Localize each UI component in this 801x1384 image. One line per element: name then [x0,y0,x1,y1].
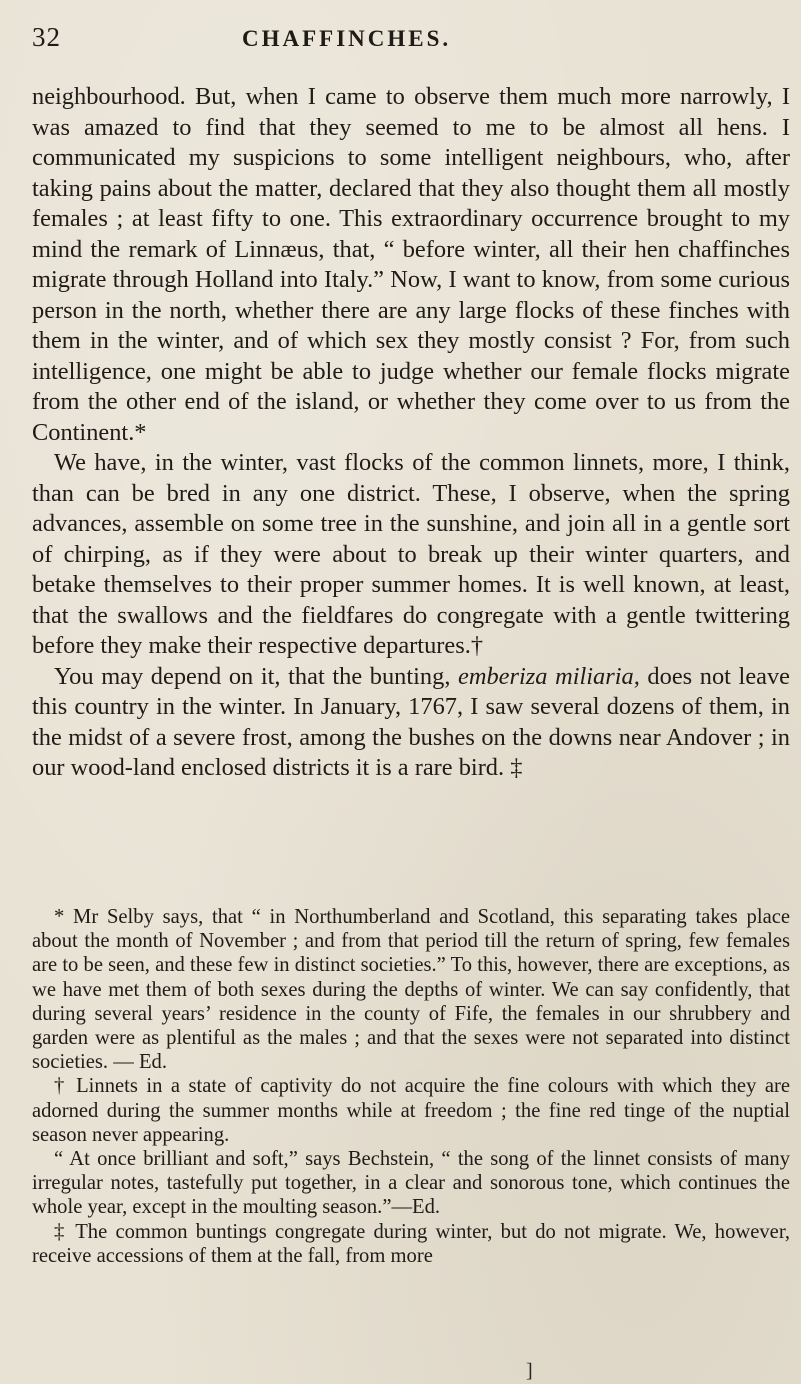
page-header [32,22,791,62]
paragraph-linnets: We have, in the winter, vast flocks of the common linnets, more, I think, than can be bred in any one district. These, I observe, when the spring advances, assemble on some tree in the sunshine, and join all in a gentle sort of chirping, as if they were about to break up their winter quarters, and betake themselves to their proper summer homes. It is well known, at least, that the swallows and the fieldfares do congregate with a gentle twittering before they make their respective departures.† [32,449,790,659]
footnote-bechstein: “ At once brilliant and soft,” says Bechstein, “ the song of the linnet consists of many irregular notes, tastefully put together, in a clear and sonorous tone, which continues the whole year, except in the moulting season.”—Ed. [32,1148,790,1219]
main-text [32,82,790,784]
bunting-text-end: does not leave this country in the winter. In January, 1767, I saw several dozens of them, in the midst of a severe frost, among the bushes on the downs near Andover ; in our wood-land enclosed districts it is a rare bird. ‡ [32,662,791,781]
running-head: CHAFFINCHES. [242,26,452,51]
footnotes [32,905,790,1268]
footnote-linnet-captivity: † Linnets in a state of captivity do not acquire the fine colours with which they are adorned during the summer months while at freedom ; the fine red tinge of the nuptial season never appearing. [32,1075,790,1146]
bunting-latin-name: emberiza miliaria, [458,662,640,690]
page-number: 32 [32,22,61,52]
paragraph-bunting [32,662,790,784]
footnote-selby: * Mr Selby says, that “ in Northumberland and Scotland, this separating takes place about the month of November ; and from that period till the return of spring, few females are to be seen, and these few in distinct societies.” To this, however, there are exceptions, as we have met them of both sexes during the depths of winter. We can say confidently, that during several years’ residence in the county of Fife, the females in our shrubbery and garden were as plentiful as the males ; and that the sexes were not separated into distinct societies. — Ed. [32,906,790,1074]
stray-bracket-mark: ] [526,1360,533,1382]
footnote-buntings: ‡ The common buntings congregate during winter, but do not migrate. We, however, receive accessions of them at the fall, from more [32,1220,790,1267]
bunting-text-start: You may depend on it, that the bunting, [54,662,459,690]
paragraph-chaffinch-hens: neighbourhood. But, when I came to observe them much more narrowly, I was amazed to find that they seemed to me to be almost all hens. I communicated my suspicions to some intelligent neighbours, who, after taking pains about the matter, declared that they also thought them all mostly females ; at least fifty to one. This extraordinary occurrence brought to my mind the remark of Linnæus, that, “ before winter, all their hen chaffinches migrate through Holland into Italy.” Now, I want to know, from some curious person in the north, whether there are any large flocks of these finches with them in the winter, and of which sex they mostly consist ? For, from such intelligence, one might be able to judge whether our female flocks migrate from the other end of the island, or whether they come over to us from the Continent.* [32,83,790,446]
